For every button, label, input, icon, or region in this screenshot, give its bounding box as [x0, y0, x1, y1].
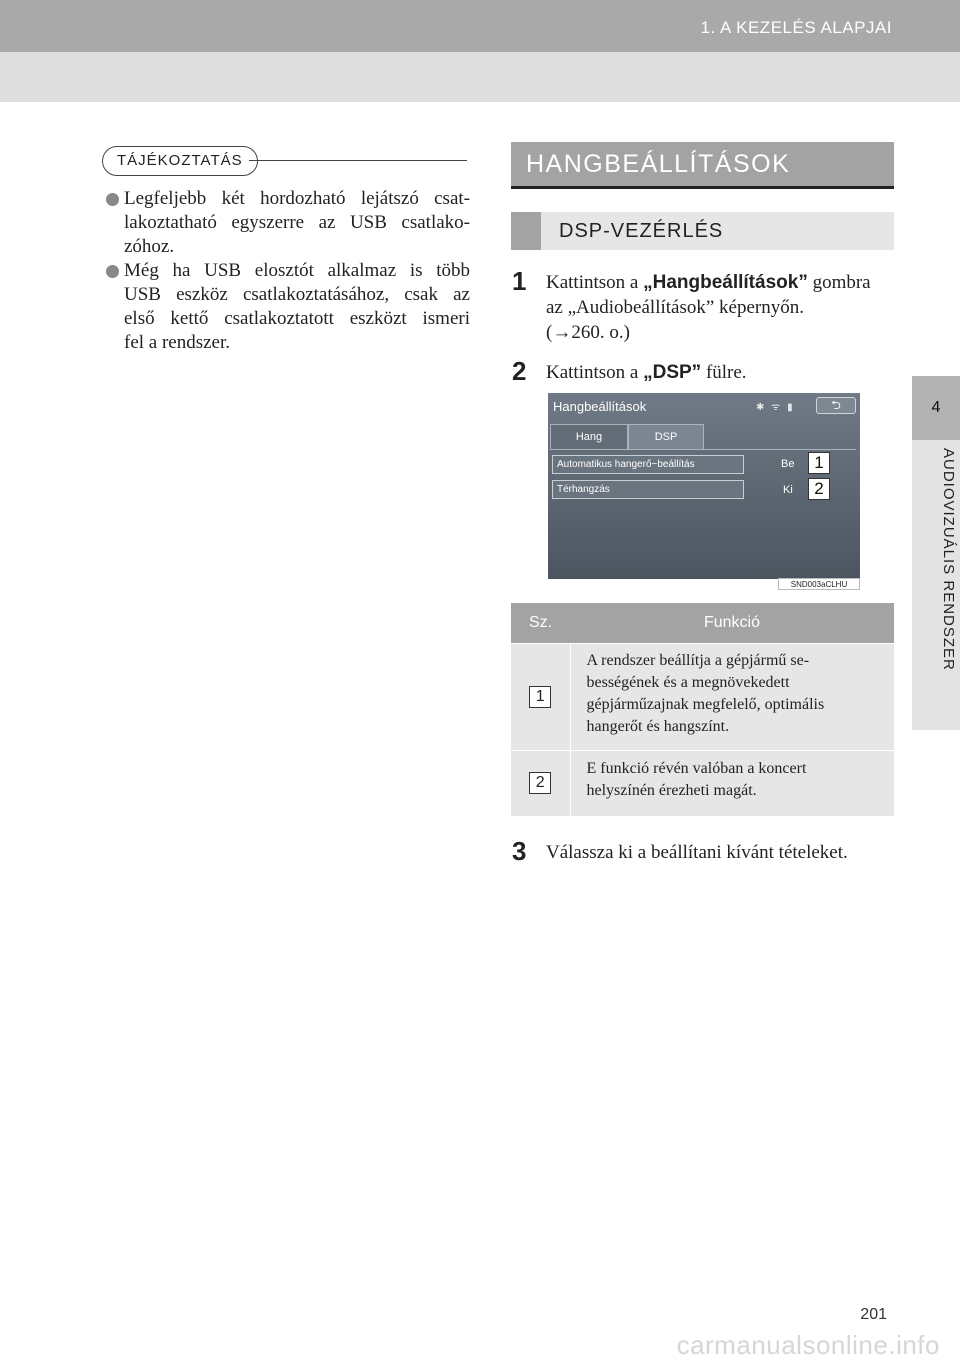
footer-watermark[interactable]: carmanualsonline.info — [676, 1330, 940, 1360]
info-divider — [249, 160, 467, 161]
step-text-part: gombra — [807, 272, 871, 293]
section-title: HANGBEÁLLÍTÁSOK — [511, 142, 894, 186]
page-reference[interactable]: (→260. o.) — [546, 322, 630, 343]
subsection-marker — [511, 212, 541, 250]
step-button-ref: „Hangbeállítások” — [643, 272, 808, 293]
bullet-line: Legfeljebb két hordozható lejátszó csat- — [124, 188, 470, 209]
auto-volume-value: Be — [781, 458, 795, 470]
function-table — [511, 603, 894, 816]
bullet-line: fel a rendszer. — [124, 332, 231, 353]
step-number: 2 — [512, 356, 527, 386]
screen-title: Hangbeállítások — [553, 399, 647, 414]
info-bullet-1 — [106, 187, 470, 259]
desc-line: bességének és a megnövekedett — [586, 673, 790, 691]
bullet-line: Még ha USB elosztót alkalmaz is több — [124, 260, 470, 281]
auto-volume-setting[interactable]: Automatikus hangerő−beállítás — [552, 455, 744, 474]
desc-line: helyszínén érezheti magát. — [586, 782, 757, 800]
column-header-no: Sz. — [511, 603, 570, 643]
chapter-title: 1. A KEZELÉS ALAPJAI — [700, 18, 892, 37]
back-button[interactable]: ⮌ — [816, 397, 856, 414]
step-number: 3 — [512, 836, 527, 866]
step-text-part: fülre. — [701, 362, 747, 383]
step-text-line: az „Audiobeállítások” képernyőn. — [546, 297, 804, 318]
section-rule — [511, 186, 894, 189]
step-text-part: Kattintson a — [546, 272, 644, 293]
step-2-text — [546, 360, 747, 385]
step-button-ref: „DSP” — [643, 362, 702, 383]
table-header-row — [511, 603, 894, 643]
column-header-function: Funkció — [570, 603, 894, 643]
page-number: 201 — [860, 1306, 887, 1323]
row-description — [570, 750, 894, 816]
row-number-box: 1 — [529, 686, 551, 708]
bullet-line: első kettő csatlakoztatott eszközt ismeri — [124, 308, 470, 329]
status-icons: ✱ ᯤ ▮ — [756, 402, 795, 413]
tab-dsp[interactable]: DSP — [628, 424, 704, 450]
header-band — [0, 52, 960, 102]
bullet-dot-icon — [106, 193, 119, 206]
desc-line: A rendszer beállítja a gépjármű se- — [586, 651, 810, 669]
row-description — [570, 643, 894, 750]
row-number-cell — [511, 750, 570, 816]
desc-line: hangerőt és hangszínt. — [586, 717, 730, 735]
bullet-line: lakoztatható egyszerre az USB csatlako- — [124, 212, 470, 233]
callout-1: 1 — [808, 452, 830, 474]
subsection-header — [511, 212, 894, 250]
bullet-line: zóhoz. — [124, 236, 175, 257]
surround-value: Ki — [783, 484, 793, 496]
info-badge: TÁJÉKOZTATÁS — [102, 146, 258, 176]
image-code: SND003aCLHU — [778, 578, 860, 590]
desc-line: E funkció révén valóban a koncert — [586, 760, 807, 778]
step-number: 1 — [512, 266, 527, 296]
row-number-box: 2 — [529, 772, 551, 794]
chapter-label: AUDIOVIZUÁLIS RENDSZER — [940, 448, 957, 671]
table-row — [511, 643, 894, 750]
step-text-part: Kattintson a — [546, 362, 644, 383]
surround-setting[interactable]: Térhangzás — [552, 480, 744, 499]
chapter-number-tab[interactable]: 4 — [912, 376, 960, 440]
row-number-cell — [511, 643, 570, 750]
info-bullet-2 — [106, 259, 470, 355]
step-3-text: Válassza ki a beállítani kívánt tételeket. — [546, 842, 848, 863]
desc-line: gépjárműzajnak megfelelő, optimális — [586, 695, 825, 713]
step-1-text — [546, 270, 871, 345]
header-bar — [0, 0, 960, 52]
callout-2: 2 — [808, 478, 830, 500]
table-row — [511, 750, 894, 816]
bullet-line: USB eszköz csatlakoztatásához, csak az — [124, 284, 470, 305]
bullet-dot-icon — [106, 265, 119, 278]
tab-divider — [550, 449, 856, 450]
subsection-title: DSP-VEZÉRLÉS — [559, 220, 724, 242]
tab-hang[interactable]: Hang — [550, 424, 628, 450]
